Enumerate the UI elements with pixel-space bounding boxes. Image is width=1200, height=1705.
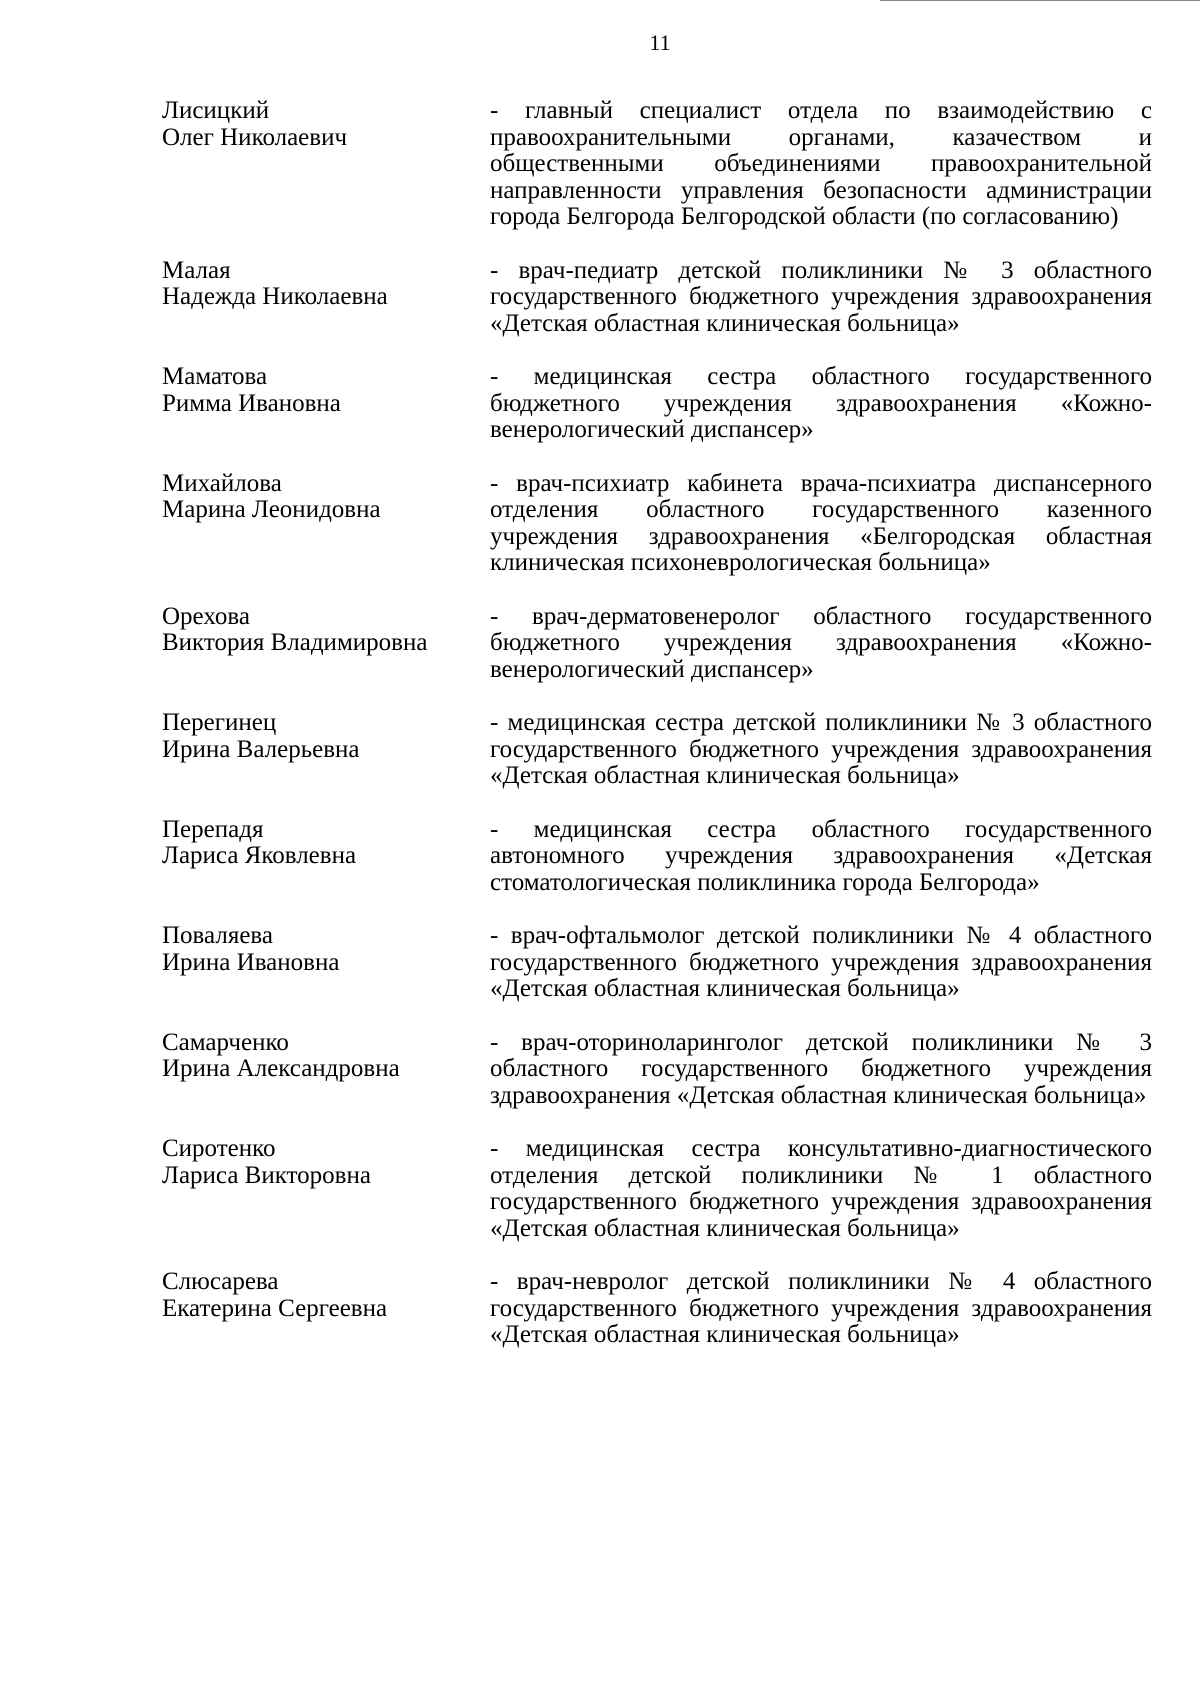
member-name	[162, 817, 480, 870]
member-surname: Орехова	[162, 602, 250, 630]
member-name	[162, 364, 480, 417]
member-surname: Михайлова	[162, 469, 282, 497]
member-name	[162, 1136, 480, 1189]
member-entry	[162, 923, 1162, 1003]
member-given-names: Надежда Николаевна	[162, 283, 388, 310]
member-given-names: Олег Николаевич	[162, 123, 348, 151]
member-role: - врач-невролог детской поликлиники № 4 областного государственного бюджетного учреждения здравоохранения «Детская областная клиническая больница»	[490, 1268, 1152, 1348]
member-given-names: Марина Леонидовна	[162, 496, 381, 523]
member-given-names: Лариса Яковлевна	[162, 842, 357, 869]
member-given-names: Ирина Ивановна	[162, 948, 340, 976]
member-surname: Малая	[162, 256, 231, 284]
member-role: - врач-оториноларинголог детской поликлиники № 3 областного государственного бюджетного учреждения здравоохранения «Детская областная клиническая больница»	[490, 1028, 1152, 1109]
scan-edge-line	[880, 0, 1200, 1]
member-name	[162, 1030, 480, 1083]
page-number: 11	[649, 30, 671, 55]
member-surname: Перепадя	[162, 815, 264, 843]
member-entry	[162, 1136, 1162, 1242]
member-entry	[162, 710, 1162, 790]
member-entry	[162, 258, 1162, 338]
member-name	[162, 258, 480, 311]
member-list	[162, 98, 1162, 1376]
member-surname: Самарченко	[162, 1028, 289, 1056]
member-given-names: Лариса Викторовна	[162, 1161, 371, 1189]
member-entry	[162, 817, 1162, 897]
member-given-names: Екатерина Сергеевна	[162, 1294, 388, 1322]
member-surname: Сиротенко	[162, 1135, 276, 1162]
member-entry	[162, 364, 1162, 444]
member-role: - медицинская сестра детской поликлиники № 3 областного государственного бюджетного учреждения здравоохранения «Детская областная клиническая больница»	[490, 709, 1152, 789]
member-name	[162, 1269, 480, 1322]
member-name	[162, 471, 480, 524]
member-given-names: Виктория Владимировна	[162, 629, 428, 656]
member-entry	[162, 1269, 1162, 1349]
member-role: - врач-психиатр кабинета врача-психиатра диспансерного отделения областного государственного казенного учреждения здравоохранения «Белгородская областная клиническая психоневрологическая больница»	[490, 469, 1152, 576]
member-surname: Лисицкий	[162, 97, 270, 124]
member-entry	[162, 471, 1162, 577]
member-name	[162, 710, 480, 763]
member-role: - медицинская сестра областного государственного бюджетного учреждения здравоохранения «Кожно-венерологический диспансер»	[490, 363, 1152, 443]
member-surname: Маматова	[162, 363, 268, 390]
member-role: - медицинская сестра областного государственного автономного учреждения здравоохранения «Детская стоматологическая поликлиника города Белгорода»	[490, 815, 1152, 896]
member-role: - врач-офтальмолог детской поликлиники № 4 областного государственного бюджетного учреждения здравоохранения «Детская областная клиническая больница»	[490, 922, 1152, 1002]
member-surname: Слюсарева	[162, 1268, 279, 1295]
member-name	[162, 98, 480, 151]
member-role: - врач-педиатр детской поликлиники № 3 областного государственного бюджетного учреждения здравоохранения «Детская областная клиническая больница»	[490, 256, 1152, 337]
member-name	[162, 923, 480, 976]
member-surname: Перегинец	[162, 709, 277, 736]
member-entry	[162, 1030, 1162, 1110]
member-given-names: Ирина Александровна	[162, 1055, 400, 1082]
member-role: - главный специалист отдела по взаимодействию с правоохранительными органами, казачеством и общественными объединениями правоохранительной направленности управления безопасности администрации города Белгорода Белгородской области (по согласованию)	[490, 97, 1152, 230]
member-entry	[162, 98, 1162, 231]
member-given-names: Ирина Валерьевна	[162, 735, 360, 763]
member-surname: Поваляева	[162, 922, 273, 949]
member-entry	[162, 604, 1162, 684]
member-name	[162, 604, 480, 657]
member-given-names: Римма Ивановна	[162, 389, 341, 417]
member-role: - медицинская сестра консультативно-диагностического отделения детской поликлиники № 1 областного государственного бюджетного учреждения здравоохранения «Детская областная клиническая больница»	[490, 1135, 1152, 1242]
member-role: - врач-дерматовенеролог областного государственного бюджетного учреждения здравоохранения «Кожно-венерологический диспансер»	[490, 602, 1152, 683]
